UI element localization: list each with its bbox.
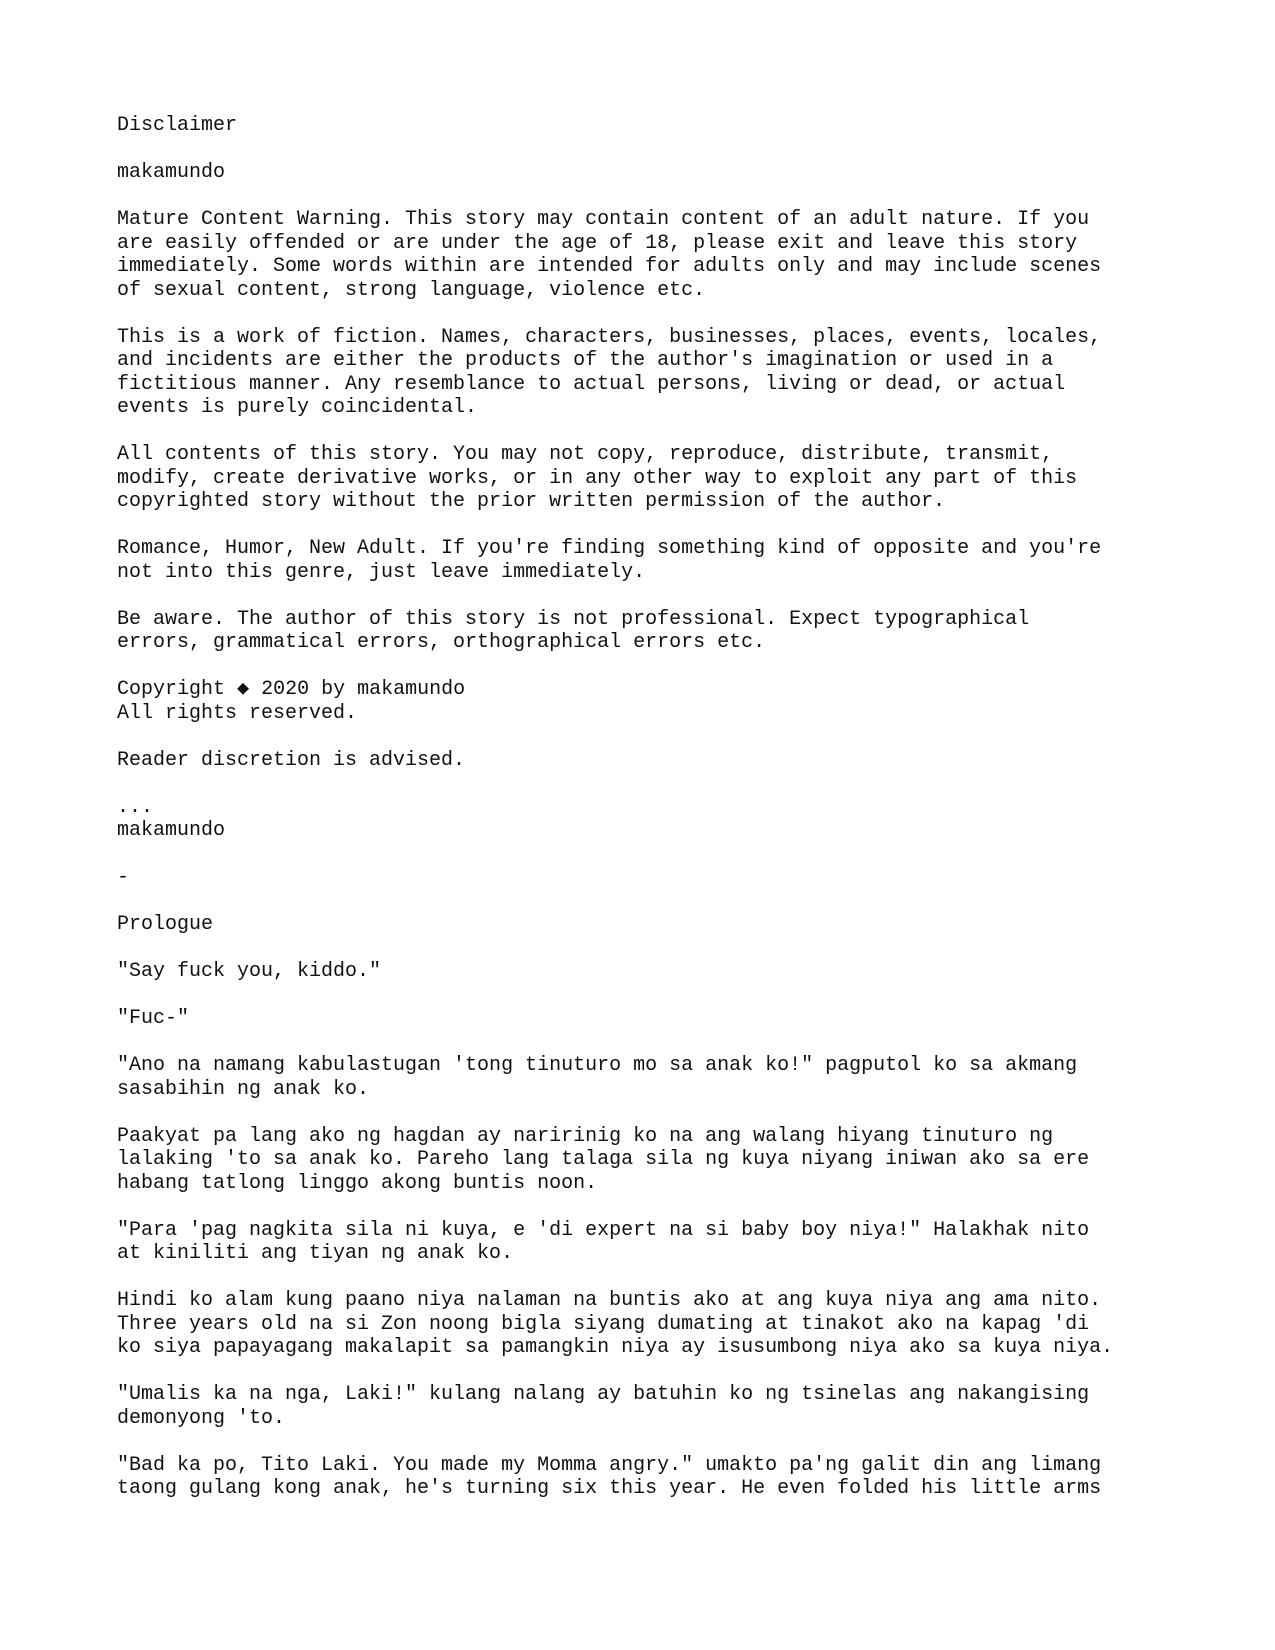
copyright-notice: Copyright ◆ 2020 by makamundo All rights reserved. <box>117 678 466 725</box>
story-paragraph: "Fuc-" <box>117 1007 190 1030</box>
disclaimer-heading: Disclaimer <box>117 114 238 137</box>
story-paragraph: "Say fuck you, kiddo." <box>117 960 382 983</box>
mature-content-warning: Mature Content Warning. This story may contain content of an adult nature. If you are easily offended or are under the age of 18, please exit and leave this story immediately. Some words within are intended for adults only and may include scenes of sexual content, strong language, violence etc. <box>117 208 1102 302</box>
story-paragraph: Hindi ko alam kung paano niya nalaman na buntis ako at ang kuya niya ang ama nito. Three years old na si Zon noong bigla siyang dumating at tinakot ako na kapag 'di ko siya papayagang makalapit sa pamangkin niya ay isusumbong niya ako sa kuya niya. <box>117 1289 1114 1359</box>
story-paragraph: "Ano na namang kabulastugan 'tong tinuturo mo sa anak ko!" pagputol ko sa akmang sasabihin ng anak ko. <box>117 1054 1078 1101</box>
author-name: makamundo <box>117 161 226 184</box>
copy-restriction-notice: All contents of this story. You may not copy, reproduce, distribute, transmit, modify, create derivative works, or in any other way to exploit any part of this copyrighted story without the prior written permission of the author. <box>117 443 1078 513</box>
story-paragraph: Paakyat pa lang ako ng hagdan ay naririnig ko na ang walang hiyang tinuturo ng lalaking 'to sa anak ko. Pareho lang talaga sila ng kuya niyang iniwan ako sa ere habang tatlong linggo akong buntis noon. <box>117 1124 1090 1195</box>
fiction-notice: This is a work of fiction. Names, characters, businesses, places, events, locales, and incidents are either the products of the author's imagination or used in a fictitious manner. Any resemblance to actual persons, living or dead, or actual events is purely coincidental. <box>117 325 1102 419</box>
prologue-heading: Prologue <box>117 913 214 936</box>
story-paragraph: "Umalis ka na nga, Laki!" kulang nalang ay batuhin ko ng tsinelas ang nakangising demonyong 'to. <box>117 1383 1090 1430</box>
discretion-notice: Reader discretion is advised. <box>117 748 466 772</box>
errors-notice: Be aware. The author of this story is not professional. Expect typographical errors, grammatical errors, orthographical errors etc. <box>117 607 1030 654</box>
section-divider: - <box>117 866 130 889</box>
genre-notice: Romance, Humor, New Adult. If you're finding something kind of opposite and you're not into this genre, just leave immediately. <box>117 537 1102 584</box>
signature: ... makamundo <box>117 795 226 842</box>
story-paragraph: "Bad ka po, Tito Laki. You made my Momma angry." umakto pa'ng galit din ang limang taong gulang kong anak, he's turning six this year. He even folded his little arms <box>117 1453 1102 1500</box>
story-paragraph: "Para 'pag nagkita sila ni kuya, e 'di expert na si baby boy niya!" Halakhak nito at kiniliti ang tiyan ng anak ko. <box>117 1218 1090 1265</box>
document-page <box>117 114 1247 1524</box>
